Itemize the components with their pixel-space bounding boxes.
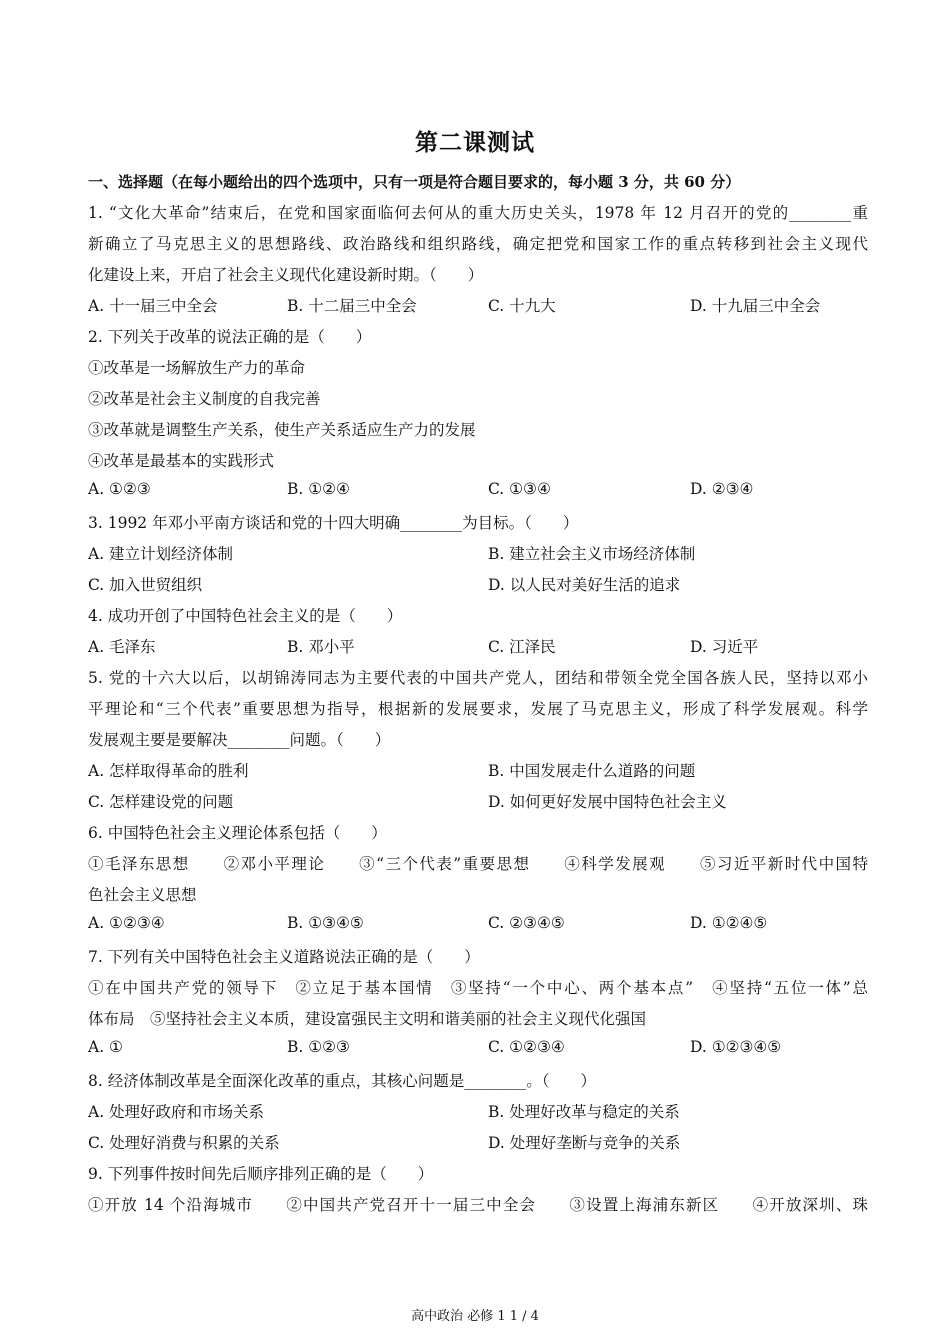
question-9-line-2: ①开放 14 个沿海城市 ②中国共产党召开十一届三中全会 ③设置上海浦东新区 ④开放深圳、珠 (88, 1196, 868, 1214)
question-7-line-3: 体布局 ⑤坚持社会主义本质，建设富强民主文明和谐美丽的社会主义现代化强国 (88, 1010, 647, 1028)
question-1-line-1: 1. “文化大革命”结束后，在党和国家面临何去何从的重大历史关头，1978 年 12 月召开的党的________重 (88, 204, 868, 222)
question-6-line-2: ①毛泽东思想 ②邓小平理论 ③“三个代表”重要思想 ④科学发展观 ⑤习近平新时代中国特 (88, 855, 868, 873)
question-1-option-d: D. 十九届三中全会 (690, 297, 821, 315)
question-5-option-d: D. 如何更好发展中国特色社会主义 (488, 793, 727, 811)
question-8-option-a: A. 处理好政府和市场关系 (88, 1103, 265, 1121)
question-1-option-c: C. 十九大 (488, 297, 556, 315)
question-1-option-b: B. 十二届三中全会 (287, 297, 417, 315)
question-5-line-1: 5. 党的十六大以后，以胡锦涛同志为主要代表的中国共产党人，团结和带领全党全国各族人民，坚持以邓小 (88, 669, 868, 687)
question-8-option-d: D. 处理好垄断与竞争的关系 (488, 1134, 681, 1152)
question-6-line-1: 6. 中国特色社会主义理论体系包括（ ） (88, 824, 387, 842)
question-4-line-1: 4. 成功开创了中国特色社会主义的是（ ） (88, 607, 403, 625)
question-2-option-c: C. ①③④ (488, 480, 551, 498)
question-8-option-c: C. 处理好消费与积累的关系 (88, 1134, 280, 1152)
question-4-option-d: D. 习近平 (690, 638, 759, 656)
question-1-line-3: 化建设上来，开启了社会主义现代化建设新时期。（ ） (88, 266, 484, 284)
question-3-option-d: D. 以人民对美好生活的追求 (488, 576, 681, 594)
question-3-line-1: 3. 1992 年邓小平南方谈话和党的十四大明确________为目标。（ ） (88, 514, 579, 532)
page-footer: 高中政治 必修 1 1 / 4 (411, 1309, 539, 1324)
question-7-option-c: C. ①②③④ (488, 1038, 565, 1056)
question-2-line-2: ①改革是一场解放生产力的革命 (88, 359, 306, 377)
question-2-line-4: ③改革就是调整生产关系，使生产关系适应生产力的发展 (88, 421, 476, 439)
question-1-option-a: A. 十一届三中全会 (88, 297, 218, 315)
question-6-option-a: A. ①②③④ (88, 914, 165, 932)
question-7-option-a: A. ① (88, 1038, 123, 1056)
question-2-option-b: B. ①②④ (287, 480, 350, 498)
question-6-line-3: 色社会主义思想 (88, 886, 197, 904)
question-1-line-2: 新确立了马克思主义的思想路线、政治路线和组织路线，确定把党和国家工作的重点转移到社会主义现代 (88, 235, 868, 253)
question-5-option-c: C. 怎样建设党的问题 (88, 793, 234, 811)
question-2-line-3: ②改革是社会主义制度的自我完善 (88, 390, 321, 408)
question-9-line-1: 9. 下列事件按时间先后顺序排列正确的是（ ） (88, 1165, 434, 1183)
question-2-line-1: 2. 下列关于改革的说法正确的是（ ） (88, 328, 372, 346)
question-8-option-b: B. 处理好改革与稳定的关系 (488, 1103, 680, 1121)
question-7-line-1: 7. 下列有关中国特色社会主义道路说法正确的是（ ） (88, 948, 480, 966)
question-7-option-d: D. ①②③④⑤ (690, 1038, 782, 1056)
question-5-line-3: 发展观主要是要解决________问题。（ ） (88, 731, 391, 749)
question-5-option-a: A. 怎样取得革命的胜利 (88, 762, 249, 780)
section-heading: 一、选择题（在每小题给出的四个选项中，只有一项是符合题目要求的，每小题 3 分，共 60 分） (88, 173, 741, 191)
question-6-option-b: B. ①③④⑤ (287, 914, 364, 932)
question-2-option-a: A. ①②③ (88, 480, 151, 498)
question-5-option-b: B. 中国发展走什么道路的问题 (488, 762, 696, 780)
question-2-line-5: ④改革是最基本的实践形式 (88, 452, 275, 470)
question-6-option-d: D. ①②④⑤ (690, 914, 768, 932)
question-3-option-c: C. 加入世贸组织 (88, 576, 203, 594)
question-3-option-a: A. 建立计划经济体制 (88, 545, 234, 563)
question-7-option-b: B. ①②③ (287, 1038, 350, 1056)
question-4-option-a: A. 毛泽东 (88, 638, 156, 656)
question-4-option-b: B. 邓小平 (287, 638, 355, 656)
question-7-line-2: ①在中国共产党的领导下 ②立足于基本国情 ③坚持“一个中心、两个基本点” ④坚持“五位一体”总 (88, 979, 868, 997)
question-4-option-c: C. 江泽民 (488, 638, 556, 656)
page-title: 第二课测试 (415, 129, 535, 156)
question-8-line-1: 8. 经济体制改革是全面深化改革的重点，其核心问题是________。（ ） (88, 1072, 596, 1090)
question-2-option-d: D. ②③④ (690, 480, 754, 498)
question-6-option-c: C. ②③④⑤ (488, 914, 565, 932)
question-5-line-2: 平理论和“三个代表”重要思想为指导，根据新的发展要求，发展了马克思主义，形成了科学发展观。科学 (88, 700, 868, 718)
question-3-option-b: B. 建立社会主义市场经济体制 (488, 545, 696, 563)
